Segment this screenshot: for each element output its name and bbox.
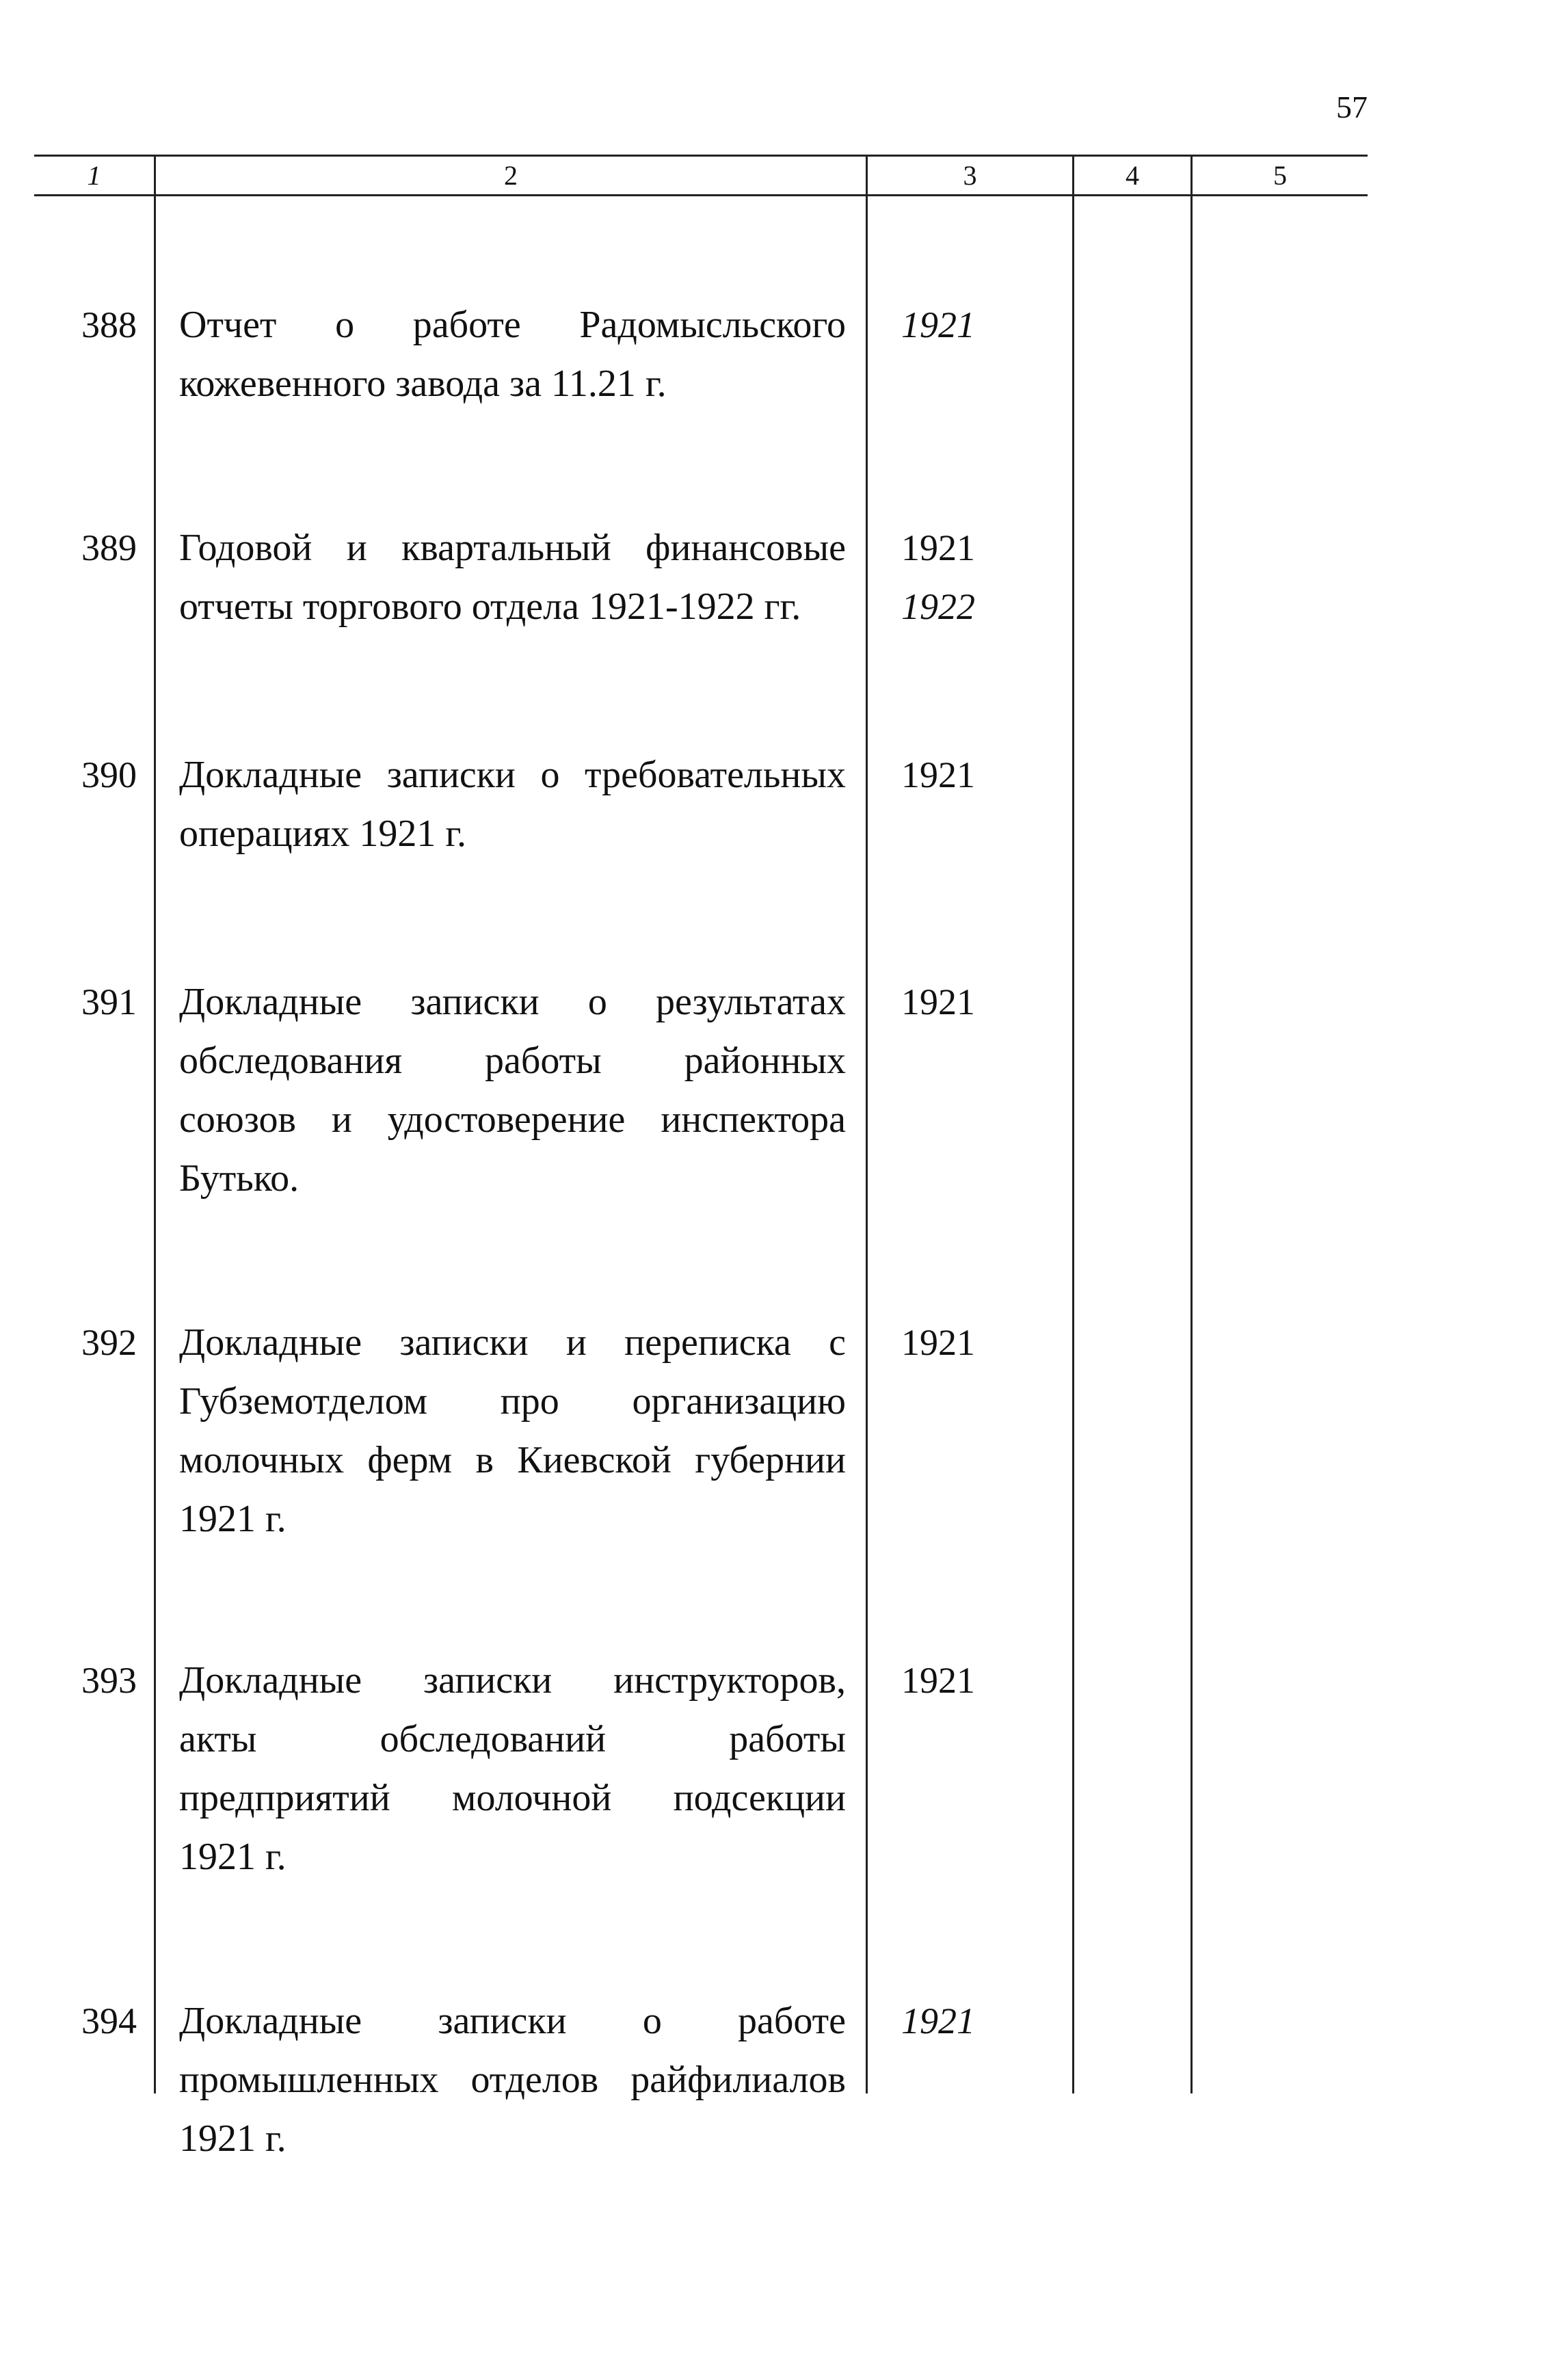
description-line: Бутько. <box>179 1157 300 1200</box>
description-line: обследования работы районных <box>179 1040 846 1082</box>
row-number: 394 <box>81 2000 137 2041</box>
page-number: 57 <box>1336 90 1368 124</box>
year-value: 1921 <box>901 304 975 345</box>
description-line: молочных ферм в Киевской губернии <box>179 1439 846 1481</box>
column-header-2: 2 <box>504 160 518 191</box>
row-number: 389 <box>81 527 137 568</box>
description-line: промышленных отделов райфилиалов <box>179 2059 846 2101</box>
description-line: Докладные записки о работе <box>179 2000 846 2042</box>
row-number: 390 <box>81 754 137 795</box>
row-description <box>179 973 846 1208</box>
description-line: Докладные записки инструкторов, <box>179 1659 846 1702</box>
description-line: отчеты торгового отдела 1921-1922 гг. <box>179 585 801 628</box>
description-line: Отчет о работе Радомысльского <box>179 304 846 346</box>
year-value: 1921 <box>901 527 975 568</box>
row-description <box>179 745 846 863</box>
year-value: 1921 <box>901 981 975 1022</box>
row-description <box>179 1651 846 1886</box>
description-line: 1921 г. <box>179 2117 287 2160</box>
description-line: 1921 г. <box>179 1836 287 1878</box>
year-value: 1921 <box>901 754 975 795</box>
column-header-4: 4 <box>1126 160 1139 191</box>
column-header-3: 3 <box>963 160 977 191</box>
year-value: 1921 <box>901 1322 975 1363</box>
description-line: Губземотделом про организацию <box>179 1380 846 1423</box>
description-line: союзов и удостоверение инспектора <box>179 1098 846 1141</box>
description-line: Докладные записки о результатах <box>179 981 846 1023</box>
row-description <box>179 1313 846 1548</box>
column-header-5: 5 <box>1273 160 1287 191</box>
row-number: 393 <box>81 1660 137 1701</box>
description-line: Докладные записки и переписка с <box>179 1321 846 1364</box>
row-years <box>901 295 1024 354</box>
year-value: 1921 <box>901 2000 975 2041</box>
description-line: Докладные записки о требовательных <box>179 754 846 796</box>
row-number: 388 <box>81 304 137 345</box>
column-divider-4 <box>1190 155 1193 2093</box>
description-line: кожевенного завода за 11.21 г. <box>179 362 667 405</box>
row-description <box>179 295 846 413</box>
row-years <box>901 1313 1024 1372</box>
description-line: операциях 1921 г. <box>179 812 467 855</box>
description-line: 1921 г. <box>179 1498 287 1540</box>
column-header-1: 1 <box>87 160 101 191</box>
year-value: 1922 <box>901 586 975 627</box>
column-divider-2 <box>866 155 868 2093</box>
row-years <box>901 745 1024 804</box>
column-divider-3 <box>1072 155 1074 2093</box>
row-number: 391 <box>81 981 137 1022</box>
row-years <box>901 1992 1024 2050</box>
column-divider-1 <box>154 155 156 2093</box>
description-line: акты обследований работы <box>179 1718 846 1760</box>
row-number: 392 <box>81 1322 137 1363</box>
row-description <box>179 1992 846 2168</box>
description-line: Годовой и квартальный финансовые <box>179 527 846 569</box>
row-years <box>901 1651 1024 1710</box>
row-years <box>901 518 1024 636</box>
description-line: предприятий молочной подсекции <box>179 1777 846 1819</box>
row-description <box>179 518 846 636</box>
year-value: 1921 <box>901 1660 975 1701</box>
table-top-rule <box>34 155 1368 157</box>
row-years <box>901 973 1024 1031</box>
table-header-rule <box>34 194 1368 196</box>
